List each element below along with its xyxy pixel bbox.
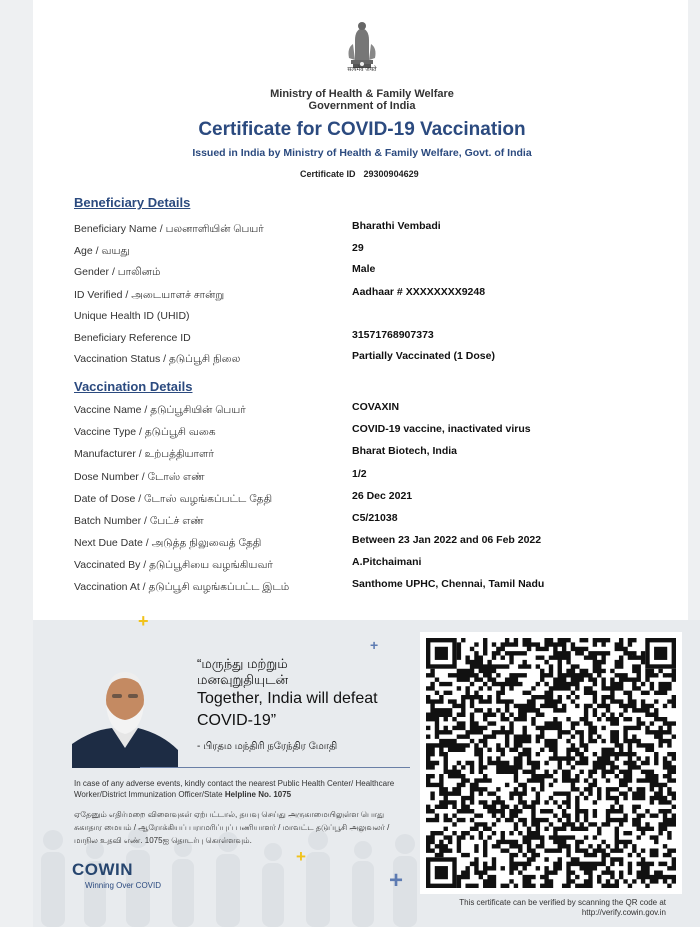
helpline-number: Helpline No. 1075 xyxy=(224,790,292,799)
vaccination-row xyxy=(74,512,594,535)
row-label: Date of Dose / டோஸ் வழங்கப்பட்ட தேதி xyxy=(74,493,273,505)
beneficiary-row xyxy=(74,350,594,373)
row-label: Vaccine Type / தடுப்பூசி வகை xyxy=(74,426,216,438)
prime-minister-photo xyxy=(72,664,178,768)
vaccination-row xyxy=(74,401,594,424)
quote-tamil-line: “மருந்து மற்றும் xyxy=(197,656,288,671)
row-value: 29 xyxy=(352,242,364,254)
footer-divider xyxy=(140,767,410,768)
row-label: Age / வயது xyxy=(74,245,130,257)
beneficiary-heading: Beneficiary Details xyxy=(74,195,191,210)
cowin-tagline: Winning Over COVID xyxy=(85,881,162,890)
verify-text: This certificate can be verified by scanning the QR code at xyxy=(459,898,666,907)
beneficiary-row xyxy=(74,329,594,352)
qr-card xyxy=(420,632,682,894)
quote-tamil xyxy=(197,656,288,688)
adverse-event-notice-tamil: ஏதேனும் எதிர்மறை விளைவுகள் ஏற்பட்டால், தயவு செய்து அருகாமையிலுள்ள பொது சுகாதார மையம் / ஆரோக்கியப் பராமரிப்புப் பணியாளர் / மாவட்ட தடுப்பூசி அலுவலர் / மாநில உதவி எண். 1075ஐ தொடர்பு கொள்ளவும். xyxy=(74,810,390,845)
cowin-wordmark: COWIN xyxy=(72,860,134,879)
row-value: 1/2 xyxy=(352,468,367,480)
row-value: Bharat Biotech, India xyxy=(352,445,458,457)
vaccination-row xyxy=(74,578,594,601)
row-label: Gender / பாலினம் xyxy=(74,266,161,278)
quote-tamil-line: மனவுறுதியுடன் xyxy=(197,672,289,687)
vaccination-row xyxy=(74,423,594,446)
certificate-id-value: 29300904629 xyxy=(363,169,419,179)
row-label: Unique Health ID (UHID) xyxy=(74,310,190,322)
row-value: Male xyxy=(352,263,376,275)
certificate-id xyxy=(300,169,419,179)
row-label: Next Due Date / அடுத்த நிலுவைத் தேதி xyxy=(74,537,262,549)
certificate-id-label: Certificate ID xyxy=(300,169,356,179)
row-value: A.Pitchaimani xyxy=(352,556,422,568)
quote-english xyxy=(197,688,378,732)
qr-code-icon xyxy=(426,638,676,888)
vaccination-row xyxy=(74,534,594,557)
vaccination-row xyxy=(74,556,594,579)
row-value: C5/21038 xyxy=(352,512,398,524)
row-value: 26 Dec 2021 xyxy=(352,490,413,502)
adverse-event-notice xyxy=(74,778,414,800)
verify-note xyxy=(420,898,666,918)
row-value: Aadhaar # XXXXXXXX9248 xyxy=(352,286,486,298)
row-label: ID Verified / அடையாளச் சான்று xyxy=(74,289,225,301)
cowin-logo xyxy=(72,860,162,890)
quote-english-line: COVID-19” xyxy=(197,712,277,729)
verify-url: http://verify.cowin.gov.in xyxy=(581,908,666,917)
row-label: Manufacturer / உற்பத்தியாளர் xyxy=(74,448,214,460)
row-value: Between 23 Jan 2022 and 06 Feb 2022 xyxy=(352,534,542,546)
row-value: Bharathi Vembadi xyxy=(352,220,441,232)
plus-decor-icon: + xyxy=(370,637,379,653)
quote-attribution: - பிரதம மந்திரி நரேந்திர மோதி xyxy=(197,741,338,752)
row-value: COVAXIN xyxy=(352,401,400,413)
row-value: Partially Vaccinated (1 Dose) xyxy=(352,350,495,362)
quote-english-line: Together, India will defeat xyxy=(197,690,378,707)
vaccination-row xyxy=(74,490,594,513)
beneficiary-row xyxy=(74,286,594,309)
row-label: Vaccination At / தடுப்பூசி வழங்கப்பட்ட இடம் xyxy=(74,581,290,593)
row-label: Batch Number / பேட்ச் எண் xyxy=(74,515,204,527)
row-label: Dose Number / டோஸ் எண் xyxy=(74,471,205,483)
ministry-name: Ministry of Health & Family Welfare xyxy=(270,88,454,100)
certificate-subtitle: Issued in India by Ministry of Health & Family Welfare, Govt. of India xyxy=(192,147,532,159)
row-value: 31571768907373 xyxy=(352,329,434,341)
row-value: Santhome UPHC, Chennai, Tamil Nadu xyxy=(352,578,545,590)
vaccination-row xyxy=(74,468,594,491)
vaccination-heading: Vaccination Details xyxy=(74,379,193,394)
vaccination-row xyxy=(74,445,594,468)
emblem-motto: सत्यमेव जयते xyxy=(347,67,377,73)
row-label: Vaccination Status / தடுப்பூசி நிலை xyxy=(74,353,241,365)
row-label: Beneficiary Reference ID xyxy=(74,332,191,344)
beneficiary-row xyxy=(74,242,594,265)
plus-decor-icon: + xyxy=(389,867,404,894)
adverse-text: In case of any adverse events, kindly contact the nearest Public Health Center/ Healthcare Worker/District Immunization Officer/State xyxy=(74,779,395,799)
certificate-title: Certificate for COVID-19 Vaccination xyxy=(198,119,526,140)
row-value: COVID-19 vaccine, inactivated virus xyxy=(352,423,531,435)
beneficiary-row xyxy=(74,263,594,286)
row-label: Beneficiary Name / பலனாளியின் பெயர் xyxy=(74,223,264,235)
plus-decor-icon: + xyxy=(138,611,149,631)
government-name: Government of India xyxy=(308,100,416,112)
beneficiary-row xyxy=(74,310,594,330)
row-label: Vaccine Name / தடுப்பூசியின் பெயர் xyxy=(74,404,246,416)
plus-decor-icon: + xyxy=(296,847,306,866)
row-label: Vaccinated By / தடுப்பூசியை வழங்கியவர் xyxy=(74,559,273,571)
beneficiary-row xyxy=(74,220,594,243)
